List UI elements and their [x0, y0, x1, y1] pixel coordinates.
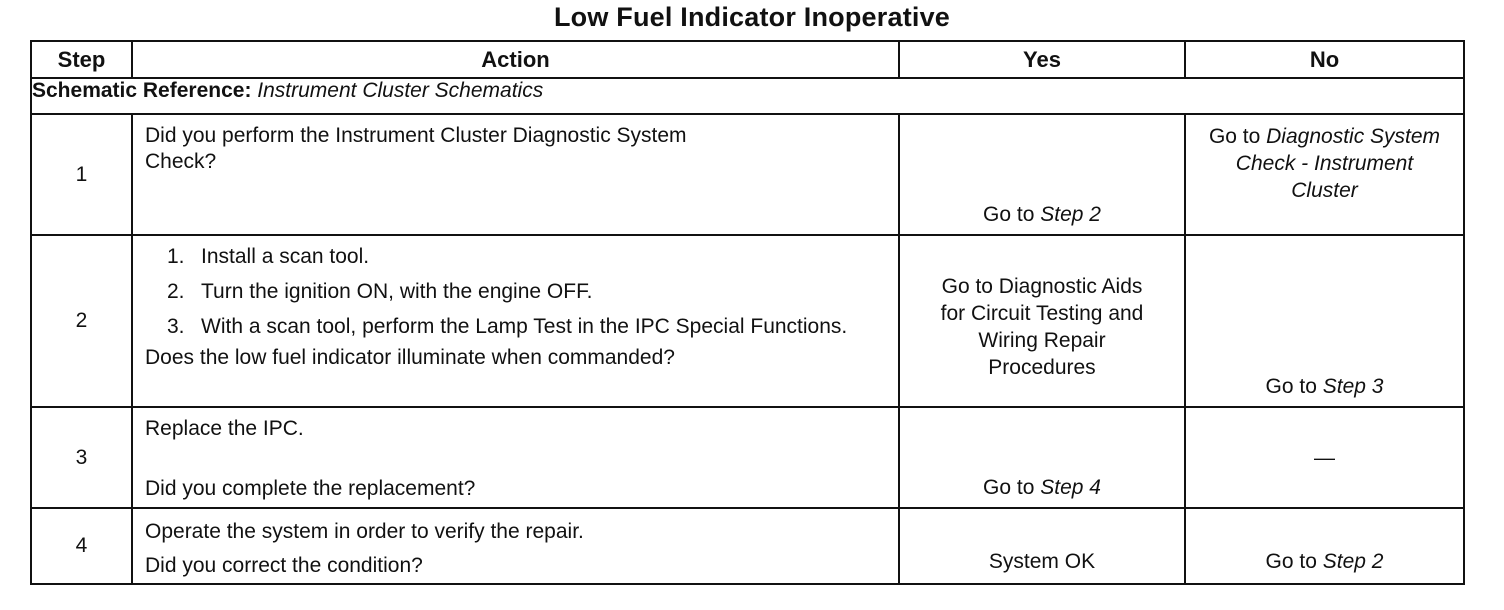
list-item: 3. With a scan tool, perform the Lamp Test in the IPC Special Functions. — [167, 315, 848, 338]
no-prefix: Go to — [1265, 375, 1323, 398]
header-action: Action — [132, 41, 899, 78]
action-cell — [132, 407, 899, 508]
table-row — [31, 508, 1464, 584]
list-item: 1. Install a scan tool. — [167, 245, 370, 268]
step-number: 2 — [31, 235, 132, 407]
document-title: Low Fuel Indicator Inoperative — [553, 2, 951, 32]
action-text: Did you perform the Instrument Cluster Diagnostic System Check? — [145, 124, 687, 173]
header-step: Step — [31, 41, 132, 78]
step-number: 1 — [31, 114, 132, 235]
action-question: Did you complete the replacement? — [145, 477, 476, 500]
table-row — [31, 114, 1464, 235]
reference-value: Instrument Cluster Schematics — [257, 79, 544, 102]
yes-cell — [899, 508, 1185, 584]
action-question: Does the low fuel indicator illuminate when commanded? — [145, 346, 675, 369]
yes-prefix: Go to — [983, 476, 1041, 499]
action-text: Operate the system in order to verify the repair. — [145, 520, 584, 543]
yes-cell — [899, 407, 1185, 508]
yes-link: Step 4 — [1040, 476, 1101, 499]
no-link: Diagnostic System Check - Instrument Cluster — [1235, 125, 1441, 202]
no-prefix: Go to — [1208, 125, 1267, 148]
action-text: Replace the IPC. — [145, 417, 304, 440]
diagnostic-table — [30, 40, 1465, 585]
no-result — [1186, 548, 1463, 575]
no-cell — [1185, 407, 1464, 508]
header-row — [31, 41, 1464, 78]
table-row — [31, 407, 1464, 508]
action-steps-list — [145, 244, 886, 339]
no-cell — [1185, 235, 1464, 407]
yes-cell — [899, 114, 1185, 235]
yes-result: Go to Diagnostic Aids for Circuit Testing and Wiring Repair Procedures — [940, 274, 1144, 379]
header-no: No — [1185, 41, 1464, 78]
list-item: 2. Turn the ignition ON, with the engine OFF. — [167, 280, 593, 303]
action-cell — [132, 235, 899, 407]
action-cell — [132, 114, 899, 235]
header-yes: Yes — [899, 41, 1185, 78]
no-link: Step 3 — [1322, 375, 1384, 398]
yes-result — [900, 474, 1184, 501]
table-row — [31, 235, 1464, 407]
no-cell — [1185, 114, 1464, 235]
action-cell — [132, 508, 899, 584]
yes-result — [900, 201, 1184, 228]
yes-link: Step 2 — [1040, 203, 1101, 226]
yes-cell — [899, 235, 1185, 407]
yes-prefix: Go to — [983, 203, 1041, 226]
no-link: Step 2 — [1322, 550, 1384, 573]
schematic-reference — [31, 78, 1464, 114]
yes-result: System OK — [988, 550, 1096, 573]
reference-label: Schematic Reference: — [32, 79, 252, 102]
no-result — [1186, 123, 1463, 204]
schematic-reference-row — [31, 78, 1464, 114]
no-result: — — [1314, 446, 1335, 470]
step-number: 4 — [31, 508, 132, 584]
no-cell — [1185, 508, 1464, 584]
no-result — [1186, 373, 1463, 400]
action-question: Did you correct the condition? — [145, 554, 423, 577]
step-number: 3 — [31, 407, 132, 508]
no-prefix: Go to — [1265, 550, 1323, 573]
